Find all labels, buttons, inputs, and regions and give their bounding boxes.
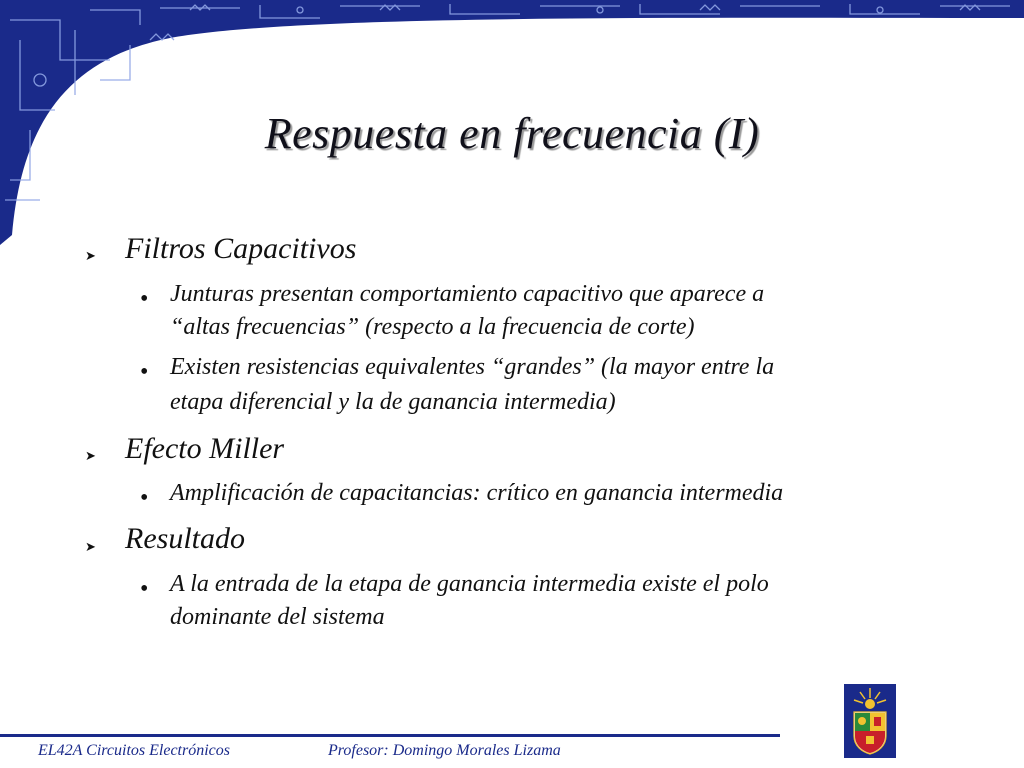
- bullet-line: dominante del sistema: [170, 604, 385, 630]
- bullet-line: Amplificación de capacitancias: crítico en ganancia intermedia: [170, 480, 784, 506]
- slide-title: Respuesta en frecuencia (I): [264, 109, 760, 158]
- bullet-dot-icon: •: [140, 359, 149, 385]
- bullet-line: Existen resistencias equivalentes “grandes” (la mayor entre la: [170, 354, 775, 380]
- section-heading: Efecto Miller: [125, 432, 285, 465]
- university-crest-logo: [844, 684, 896, 758]
- footer-professor: Profesor: Domingo Morales Lizama: [328, 742, 561, 759]
- bullet-dot-icon: •: [140, 485, 149, 511]
- bullet-line: Junturas presentan comportamiento capacitivo que aparece a: [170, 281, 765, 307]
- section-heading: Resultado: [125, 522, 245, 555]
- chevron-right-icon: ➤: [85, 248, 96, 263]
- chevron-right-icon: ➤: [85, 539, 96, 554]
- chevron-right-icon: ➤: [85, 448, 96, 463]
- bullet-dot-icon: •: [140, 286, 149, 312]
- footer-divider: [0, 734, 780, 737]
- bullet-line: A la entrada de la etapa de ganancia intermedia existe el polo: [170, 571, 769, 597]
- section-heading: Filtros Capacitivos: [125, 232, 357, 265]
- footer-course: EL42A Circuitos Electrónicos: [38, 742, 230, 759]
- bullet-line: “altas frecuencias” (respecto a la frecuencia de corte): [170, 314, 695, 340]
- bullet-line: etapa diferencial y la de ganancia intermedia): [170, 389, 616, 415]
- bullet-dot-icon: •: [140, 576, 149, 602]
